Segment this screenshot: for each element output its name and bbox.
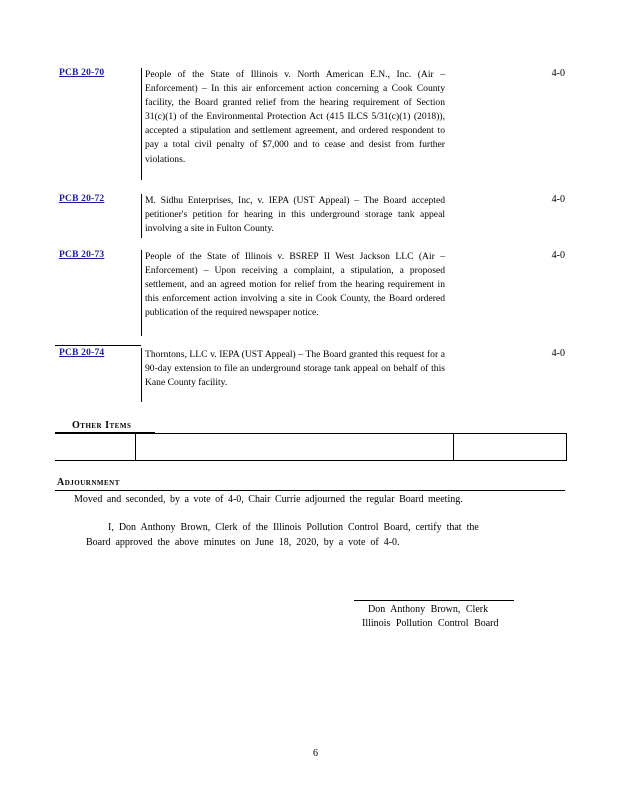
case-vote: 4-0 — [551, 250, 565, 261]
adjournment-heading: Adjournment — [57, 477, 120, 488]
other-items-table — [55, 433, 567, 461]
case-number-link[interactable]: PCB 20-74 — [59, 348, 105, 358]
certification-line-2: Board approved the above minutes on June 18, 2020, by a vote of 4-0. — [86, 537, 400, 548]
signature-organization: Illinois Pollution Control Board — [362, 618, 499, 629]
case-description: Thorntons, LLC v. IEPA (UST Appeal) – The Board granted this request for a 90-day extension to file an underground storage tank appeal on behalf of this Kane County facility. — [141, 348, 445, 402]
other-items-heading: Other Items — [72, 420, 132, 431]
case-description: People of the State of Illinois v. BSREP II West Jackson LLC (Air – Enforcement) – Upon receiving a complaint, a stipulation, a proposed settlement, and an agreed motion for relief from the hearing requirement in this enforcement action involving a site in Cook County, the Board ordered publication of the required newspaper notice. — [141, 250, 445, 336]
case-vote: 4-0 — [551, 194, 565, 205]
case-vote: 4-0 — [551, 68, 565, 79]
case-number-link[interactable]: PCB 20-70 — [59, 68, 105, 78]
row-divider — [55, 345, 141, 346]
table-column-divider — [453, 434, 454, 460]
signature-name: Don Anthony Brown, Clerk — [368, 604, 489, 615]
signature-line — [354, 600, 514, 601]
case-number-link[interactable]: PCB 20-72 — [59, 194, 105, 204]
page-number: 6 — [313, 748, 318, 759]
table-column-divider — [135, 434, 136, 460]
certification-line-1: I, Don Anthony Brown, Clerk of the Illinois Pollution Control Board, certify that the — [108, 522, 479, 533]
case-number-link[interactable]: PCB 20-73 — [59, 250, 105, 260]
case-vote: 4-0 — [551, 348, 565, 359]
case-description: People of the State of Illinois v. North American E.N., Inc. (Air – Enforcement) – In this air enforcement action concerning a Cook County facility, the Board granted relief from the hearing requirement of Section 31(c)(1) of the Environmental Protection Act (415 ILCS 5/31(c)(1) (2018)), accepted a stipulation and settlement agreement, and ordered respondent to pay a total civil penalty of $7,000 and to cease and desist from further violations. — [141, 68, 445, 180]
adjournment-text: Moved and seconded, by a vote of 4-0, Chair Currie adjourned the regular Board meeting. — [74, 494, 463, 505]
case-description: M. Sidhu Enterprises, Inc, v. IEPA (UST Appeal) – The Board accepted petitioner's petition for hearing in this underground storage tank appeal involving a site in Fulton County. — [141, 194, 445, 238]
section-rule — [55, 490, 565, 491]
